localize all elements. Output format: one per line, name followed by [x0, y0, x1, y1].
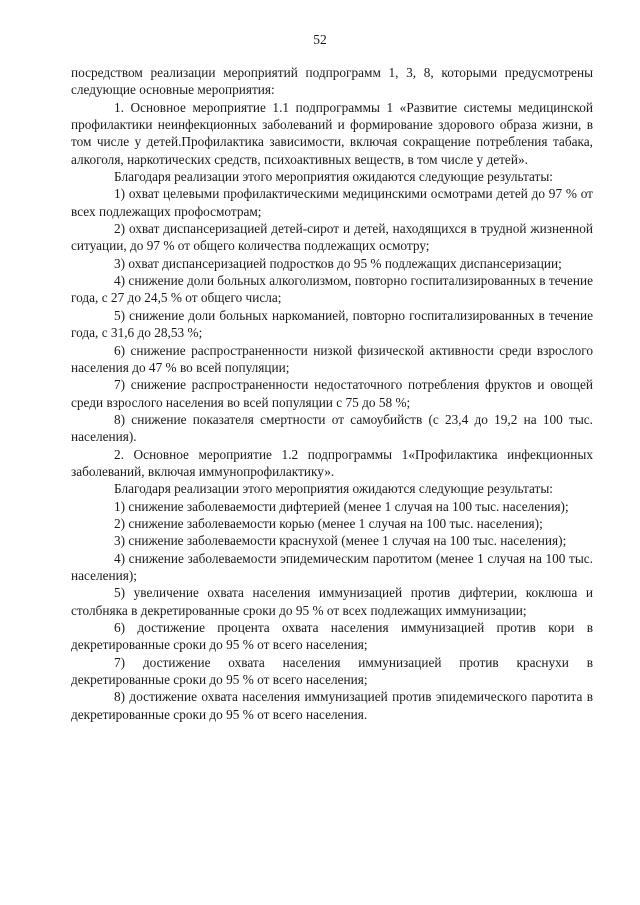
page-number: 52: [313, 32, 327, 47]
list-item: 3) охват диспансеризацией подростков до 95 % подлежащих диспансеризации;: [114, 255, 562, 271]
paragraph: 2. Основное мероприятие 1.2 подпрограммы 1«Профилактика инфекционных заболеваний, включая иммунопрофилактику».: [71, 446, 593, 479]
list-item: 2) снижение заболеваемости корью (менее 1 случая на 100 тыс. населения);: [114, 515, 543, 531]
list-item: 8) достижение охвата населения иммунизацией против эпидемического паротита в декретированные сроки до 95 % от всего населения.: [71, 689, 593, 722]
list-item: 4) снижение доли больных алкоголизмом, повторно госпитализированных в течение года, с 27 до 24,5 % от общего числа;: [71, 273, 593, 306]
list-item: 4) снижение заболеваемости эпидемическим паротитом (менее 1 случая на 100 тыс. населения);: [71, 550, 593, 583]
list-item: 1) снижение заболеваемости дифтерией (менее 1 случая на 100 тыс. населения);: [114, 498, 569, 514]
list-item: 6) снижение распространенности низкой физической активности среди взрослого населения до 47 % во всей популяции;: [71, 342, 593, 375]
list-item: 7) снижение распространенности недостаточного потребления фруктов и овощей среди взрослого населения во всей популяции с 75 до 58 %;: [71, 377, 593, 410]
list-item: 8) снижение показателя смертности от самоубийств (с 23,4 до 19,2 на 100 тыс. населения).: [71, 411, 593, 445]
document-body: [71, 64, 593, 723]
paragraph: посредством реализации мероприятий подпрограмм 1, 3, 8, которыми предусмотрены следующие основные мероприятия:: [71, 65, 593, 98]
list-item: 3) снижение заболеваемости краснухой (менее 1 случая на 100 тыс. населения);: [114, 533, 567, 549]
paragraph: Благодаря реализации этого мероприятия ожидаются следующие результаты:: [114, 169, 553, 185]
paragraph: Благодаря реализации этого мероприятия ожидаются следующие результаты:: [114, 481, 553, 497]
list-item: 6) достижение процента охвата населения иммунизацией против кори в декретированные сроки до 95 % от всего населения;: [71, 620, 593, 653]
list-item: 2) охват диспансеризацией детей-сирот и детей, находящихся в трудной жизненной ситуации, до 97 % от общего количества подлежащих осмотру;: [71, 221, 593, 254]
paragraph: 1. Основное мероприятие 1.1 подпрограммы 1 «Развитие системы медицинской профилактики неинфекционных заболеваний и формирование здорового образа жизни, в том числе у детей.Профилактика зависимости, включая сокращение потребления табака, алкоголя, наркотических средств, психоактивных веществ, в том числе у детей».: [71, 99, 593, 167]
list-item: 1) охват целевыми профилактическими медицинскими осмотрами детей до 97 % от всех подлежащих профосмотрам;: [71, 186, 593, 219]
list-item: 5) увеличение охвата населения иммунизацией против дифтерии, коклюша и столбняка в декретированные сроки до 95 % от всех подлежащих иммунизации;: [71, 585, 593, 618]
list-item: 5) снижение доли больных наркоманией, повторно госпитализированных в течение года, с 31,6 до 28,53 %;: [71, 307, 593, 341]
list-item: 7) достижение охвата населения иммунизацией против краснухи в декретированные сроки до 95 % от всего населения;: [71, 654, 593, 688]
